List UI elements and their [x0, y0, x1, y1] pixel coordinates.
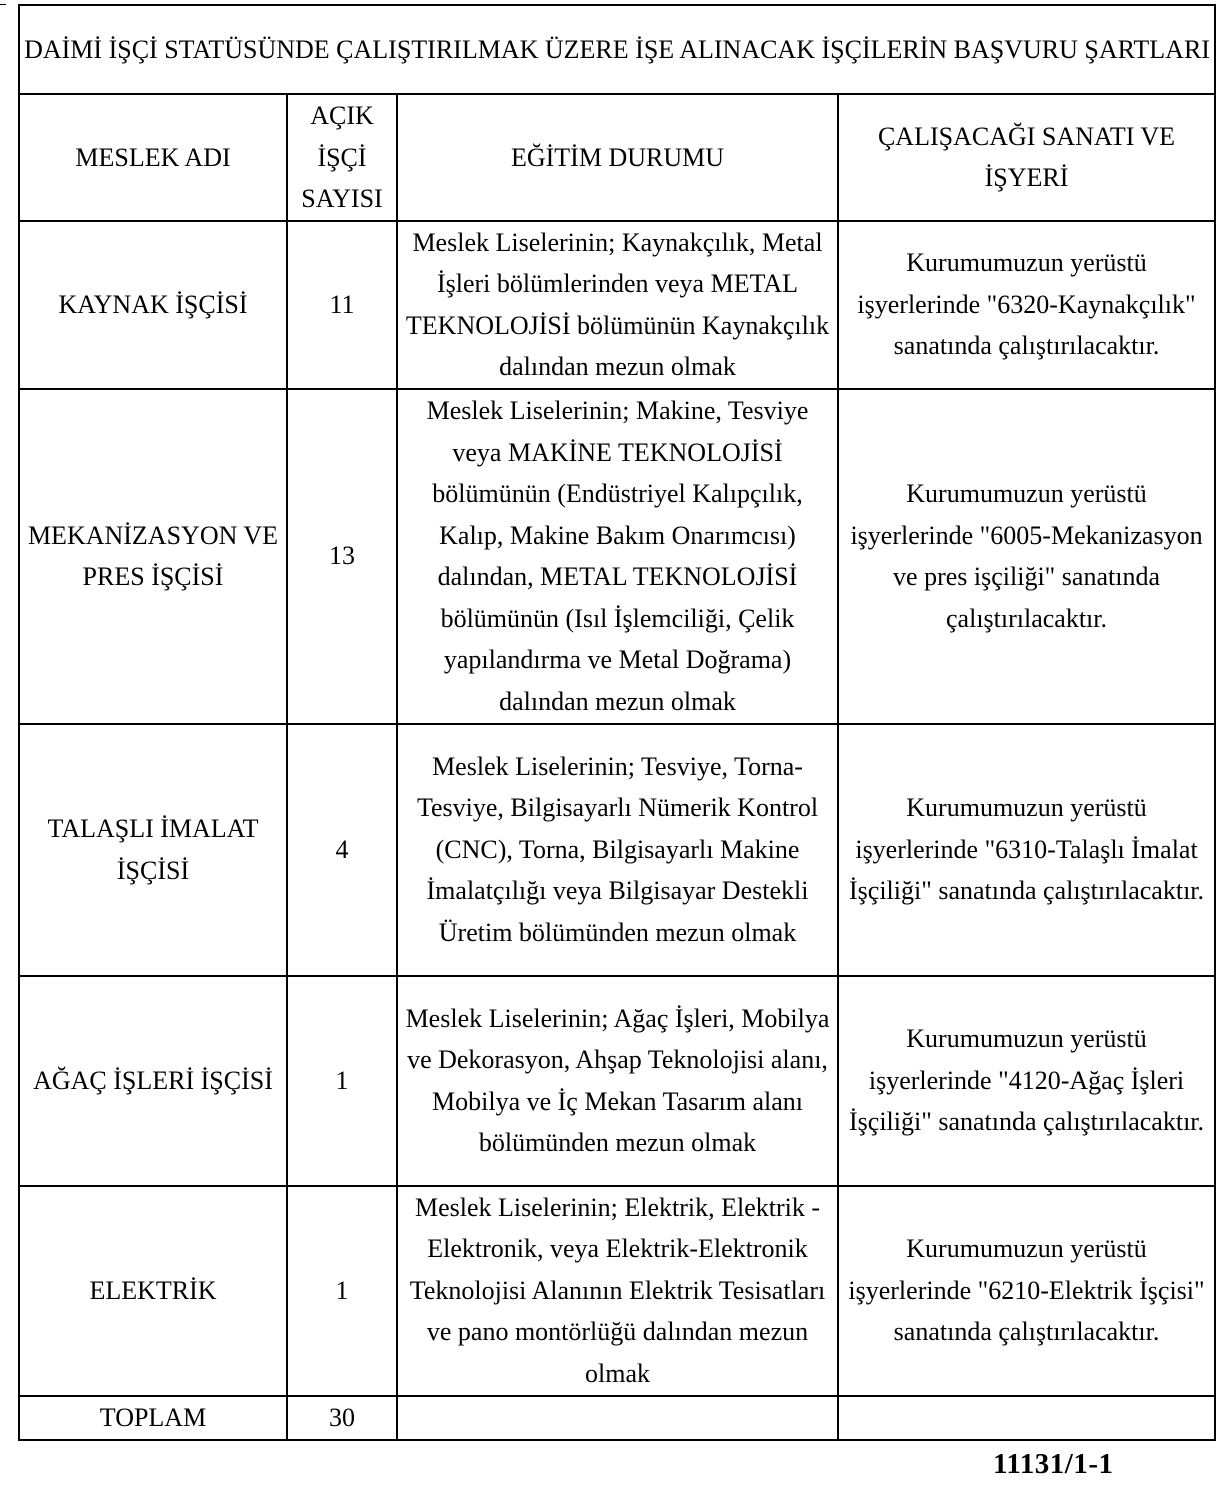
- sayi-cell: 11: [287, 221, 397, 389]
- sanat-cell: Kurumumuzun yerüstü işyerlerinde "4120-Ağaç İşleri İşçiliği" sanatında çalıştırılacaktır.: [838, 976, 1215, 1186]
- sayi-cell: 1: [287, 1186, 397, 1396]
- document-code: 11131/1-1: [993, 1448, 1114, 1480]
- egitim-cell: Meslek Liselerinin; Kaynakçılık, Metal İşleri bölümlerinden veya METAL TEKNOLOJİSİ bölümünün Kaynakçılık dalından mezun olmak: [397, 221, 838, 389]
- header-meslek-adi: MESLEK ADI: [19, 94, 287, 221]
- egitim-cell: Meslek Liselerinin; Elektrik, Elektrik - Elektronik, veya Elektrik-Elektronik Teknolojisi Alanının Elektrik Tesisatları ve pano montörlüğü dalından mezun olmak: [397, 1186, 838, 1396]
- table-row: [19, 724, 1215, 976]
- total-empty-cell: [397, 1396, 838, 1440]
- table-row: [19, 1186, 1215, 1396]
- total-label: TOPLAM: [19, 1396, 287, 1440]
- egitim-cell: Meslek Liselerinin; Ağaç İşleri, Mobilya ve Dekorasyon, Ahşap Teknolojisi alanı, Mobilya ve İç Mekan Tasarım alanı bölümünden mezun olmak: [397, 976, 838, 1186]
- sayi-cell: 4: [287, 724, 397, 976]
- egitim-cell: Meslek Liselerinin; Makine, Tesviye veya MAKİNE TEKNOLOJİSİ bölümünün (Endüstriyel Kalıpçılık, Kalıp, Makine Bakım Onarımcısı) dalından, METAL TEKNOLOJİSİ bölümünün (Isıl İşlemciliği, Çelik yapılandırma ve Metal Doğrama) dalından mezun olmak: [397, 389, 838, 724]
- meslek-cell: KAYNAK İŞÇİSİ: [19, 221, 287, 389]
- meslek-cell: AĞAÇ İŞLERİ İŞÇİSİ: [19, 976, 287, 1186]
- page-corner-mark: [0, 0, 6, 5]
- meslek-cell: ELEKTRİK: [19, 1186, 287, 1396]
- table-row: [19, 221, 1215, 389]
- meslek-cell: MEKANİZASYON VE PRES İŞÇİSİ: [19, 389, 287, 724]
- total-row: [19, 1396, 1215, 1440]
- table-row: [19, 976, 1215, 1186]
- egitim-cell: Meslek Liselerinin; Tesviye, Torna-Tesviye, Bilgisayarlı Nümerik Kontrol (CNC), Torna, Bilgisayarlı Makine İmalatçılığı veya Bilgisayar Destekli Üretim bölümünden mezun olmak: [397, 724, 838, 976]
- sanat-cell: Kurumumuzun yerüstü işyerlerinde "6210-Elektrik İşçisi" sanatında çalıştırılacaktır.: [838, 1186, 1215, 1396]
- table-row: [19, 389, 1215, 724]
- header-acik-isci-sayisi: AÇIK İŞÇİ SAYISI: [287, 94, 397, 221]
- sanat-cell: Kurumumuzun yerüstü işyerlerinde "6310-Talaşlı İmalat İşçiliği" sanatında çalıştırılacaktır.: [838, 724, 1215, 976]
- table-title: DAİMİ İŞÇİ STATÜSÜNDE ÇALIŞTIRILMAK ÜZERE İŞE ALINACAK İŞÇİLERİN BAŞVURU ŞARTLARI: [19, 5, 1215, 94]
- header-egitim-durumu: EĞİTİM DURUMU: [397, 94, 838, 221]
- application-requirements-table: [18, 4, 1216, 1441]
- meslek-cell: TALAŞLI İMALAT İŞÇİSİ: [19, 724, 287, 976]
- header-row: [19, 94, 1215, 221]
- title-row: [19, 5, 1215, 94]
- total-value: 30: [287, 1396, 397, 1440]
- sayi-cell: 1: [287, 976, 397, 1186]
- header-sanat-isyeri: ÇALIŞACAĞI SANATI VE İŞYERİ: [838, 94, 1215, 221]
- sayi-cell: 13: [287, 389, 397, 724]
- sanat-cell: Kurumumuzun yerüstü işyerlerinde "6005-Mekanizasyon ve pres işçiliği" sanatında çalıştırılacaktır.: [838, 389, 1215, 724]
- total-empty-cell: [838, 1396, 1215, 1440]
- sanat-cell: Kurumumuzun yerüstü işyerlerinde "6320-Kaynakçılık" sanatında çalıştırılacaktır.: [838, 221, 1215, 389]
